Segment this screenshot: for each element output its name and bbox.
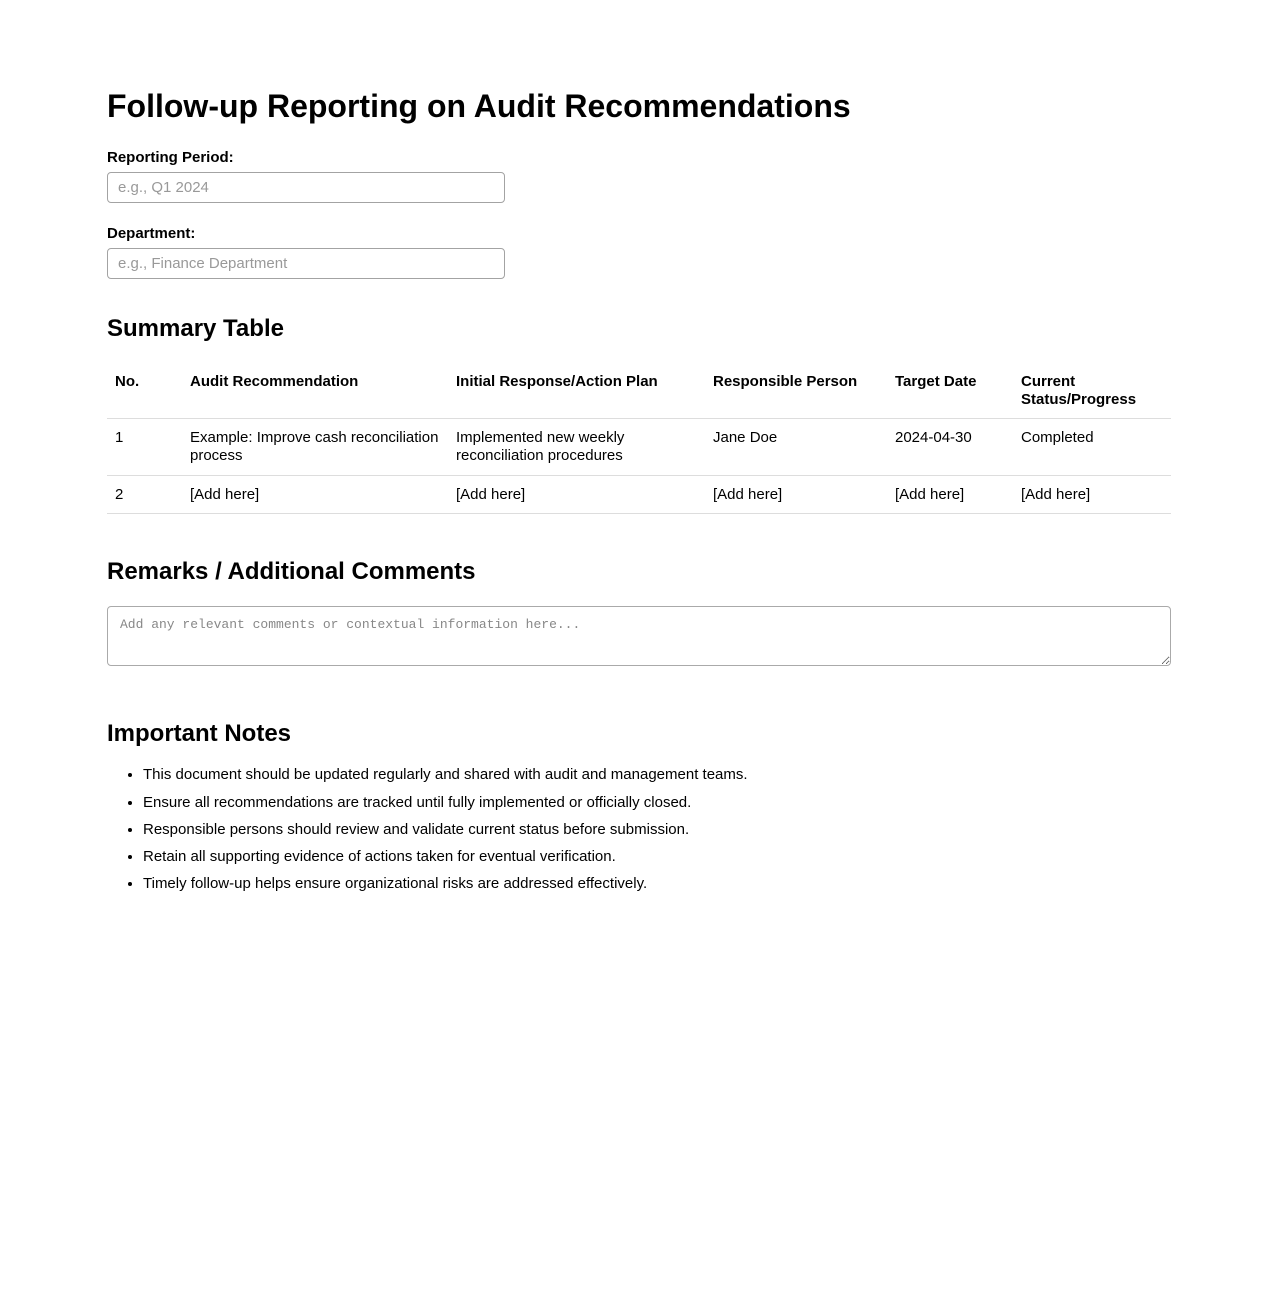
- reporting-period-label: Reporting Period:: [107, 149, 234, 166]
- table-cell: 2: [107, 475, 182, 514]
- table-cell: Completed: [1013, 419, 1171, 475]
- summary-table-head: [107, 363, 1171, 419]
- remarks-textarea[interactable]: [107, 606, 1171, 666]
- note-item: • This document should be updated regularly and shared with audit and management teams.: [143, 766, 1171, 783]
- column-header: Responsible Person: [705, 363, 887, 419]
- table-cell: 2024-04-30: [887, 419, 1013, 475]
- note-item: • Responsible persons should review and validate current status before submission.: [143, 821, 1171, 838]
- department-input[interactable]: [107, 248, 505, 279]
- summary-table-body: [107, 419, 1171, 514]
- table-header-row: [107, 363, 1171, 419]
- table-cell: Jane Doe: [705, 419, 887, 475]
- column-header: Initial Response/Action Plan: [448, 363, 705, 419]
- table-cell: Example: Improve cash reconciliation process: [182, 419, 448, 475]
- important-notes-heading: Important Notes: [107, 720, 292, 748]
- reporting-period-field: [107, 149, 1171, 203]
- department-label: Department:: [107, 225, 196, 242]
- column-header: Audit Recommendation: [182, 363, 448, 419]
- note-item: • Timely follow-up helps ensure organizational risks are addressed effectively.: [143, 875, 1171, 892]
- summary-table: [107, 363, 1171, 514]
- table-cell: Implemented new weekly reconciliation procedures: [448, 419, 705, 475]
- table-row: [107, 419, 1171, 475]
- content-container: [107, 0, 1171, 893]
- table-row: [107, 475, 1171, 514]
- column-header: Current Status/Progress: [1013, 363, 1171, 419]
- table-cell: [Add here]: [448, 475, 705, 514]
- remarks-heading: Remarks / Additional Comments: [107, 558, 476, 586]
- column-header: No.: [107, 363, 182, 419]
- table-cell: [Add here]: [182, 475, 448, 514]
- note-item: • Ensure all recommendations are tracked until fully implemented or officially closed.: [143, 794, 1171, 811]
- column-header: Target Date: [887, 363, 1013, 419]
- summary-table-heading: Summary Table: [107, 315, 284, 342]
- page-title: Follow-up Reporting on Audit Recommendations: [107, 88, 851, 124]
- table-cell: [Add here]: [887, 475, 1013, 514]
- department-field: [107, 225, 1171, 279]
- table-cell: [Add here]: [705, 475, 887, 514]
- table-cell: [Add here]: [1013, 475, 1171, 514]
- note-item: • Retain all supporting evidence of actions taken for eventual verification.: [143, 848, 1171, 865]
- table-cell: 1: [107, 419, 182, 475]
- notes-list: [107, 766, 1171, 892]
- reporting-period-input[interactable]: [107, 172, 505, 203]
